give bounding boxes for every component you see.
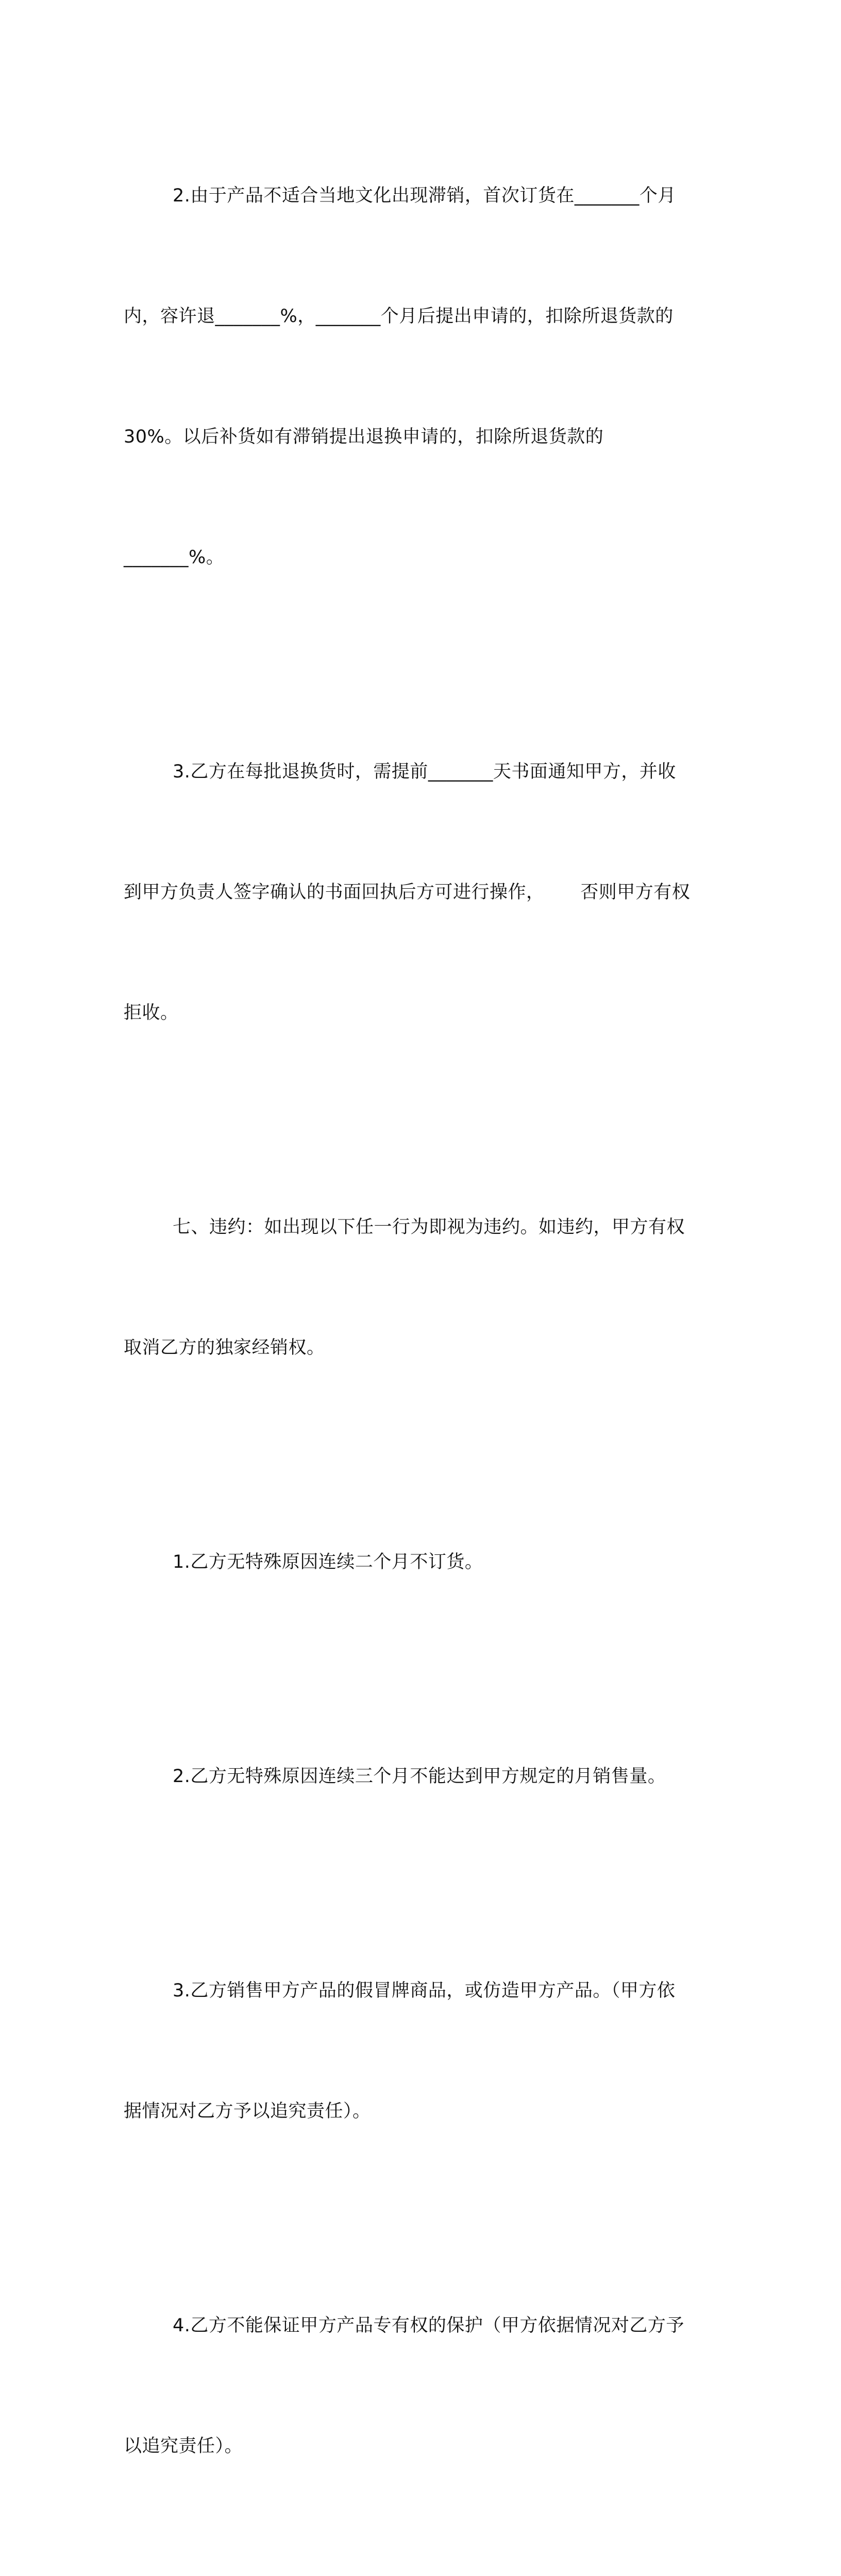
text-line: 据情况对乙方予以追究责任）。	[124, 2101, 371, 2122]
breach-item-4	[124, 2225, 714, 2547]
breach-item-5	[124, 2560, 714, 2576]
text-line: _______%。	[124, 547, 225, 568]
text-line: 以追究责任）。	[124, 2436, 243, 2456]
breach-item-3	[124, 1890, 714, 2212]
text-line: 2.由于产品不适合当地文化出现滞销，首次订货在_______个月	[173, 185, 676, 206]
document-page	[124, 95, 714, 2576]
text-line: 取消乙方的独家经销权。	[124, 1337, 325, 1358]
section-breach-heading	[124, 1127, 714, 1448]
text-line: 内，容许退_______%，_______个月后提出申请的，扣除所退货款的	[124, 306, 674, 327]
text-line: 2.乙方无特殊原因连续三个月不能达到甲方规定的月销售量。	[173, 1766, 666, 1787]
text-line: 1.乙方无特殊原因连续二个月不订货。	[173, 1552, 483, 1572]
text-line: 拒收。	[124, 1003, 179, 1023]
text-line: 4.乙方不能保证甲方产品专有权的保护（甲方依据情况对乙方予	[173, 2315, 684, 2336]
text-line: 到甲方负责人签字确认的书面回执后方可进行操作， 否则甲方有权	[124, 882, 691, 903]
text-line: 30%。以后补货如有滞销提出退换申请的，扣除所退货款的	[124, 427, 604, 447]
text-line: 3.乙方销售甲方产品的假冒牌商品，或仿造甲方产品。（甲方依	[173, 1980, 676, 2001]
text-line: 3.乙方在每批退换货时，需提前_______天书面通知甲方，并收	[173, 761, 676, 782]
text-line: 七、违约：如出现以下任一行为即视为违约。如违约，甲方有权	[173, 1217, 685, 1238]
clause-return-notice	[124, 671, 714, 1113]
clause-return-terms	[124, 95, 714, 658]
breach-item-2	[124, 1676, 714, 1877]
breach-item-1	[124, 1462, 714, 1663]
